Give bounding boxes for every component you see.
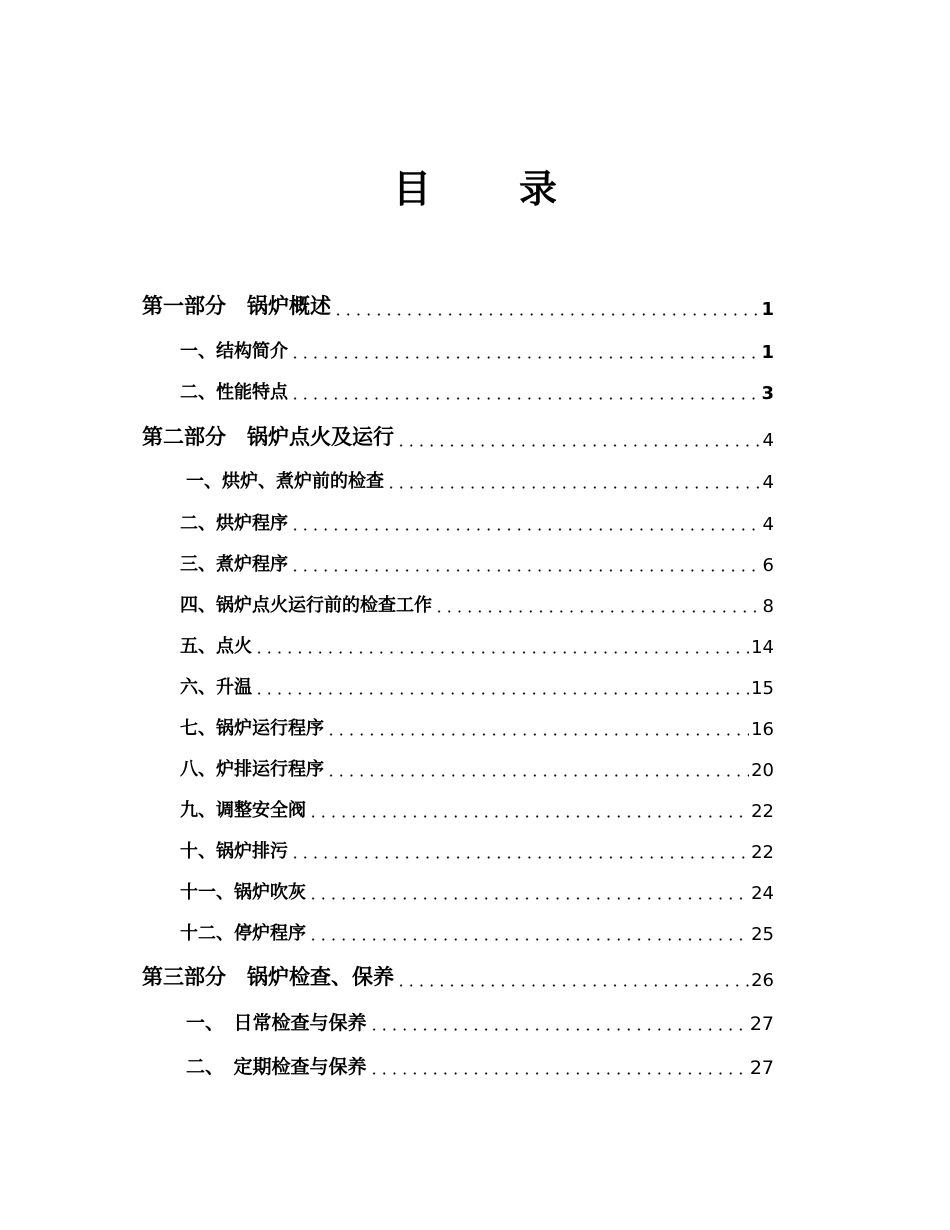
dot-leader — [434, 610, 761, 613]
dot-leader — [386, 486, 761, 489]
toc-page-number: 4 — [762, 472, 774, 493]
toc-label: 二、烘炉程序 — [180, 513, 288, 534]
toc-entry-2-11[interactable] — [180, 878, 774, 904]
toc-label: 六、升温 — [180, 677, 252, 698]
toc-label: 第三部分 锅炉检查、保养 — [142, 965, 394, 989]
toc-page-number: 4 — [762, 430, 774, 451]
toc-entry-2-3[interactable] — [180, 550, 774, 576]
dot-leader — [308, 897, 749, 900]
toc-page-number: 4 — [762, 514, 774, 535]
toc-entry-2-12[interactable] — [180, 919, 774, 945]
toc-page-number: 24 — [751, 883, 774, 904]
toc-entry-2-7[interactable] — [180, 714, 774, 740]
page-title — [0, 158, 950, 213]
dot-leader — [290, 397, 759, 400]
toc-entry-2-9[interactable] — [180, 796, 774, 822]
toc-entry-3-1[interactable] — [186, 1008, 774, 1035]
toc-entry-3-2[interactable] — [186, 1052, 774, 1079]
toc-entry-2-1[interactable] — [186, 467, 774, 493]
toc-label: 四、锅炉点火运行前的检查工作 — [180, 595, 432, 616]
toc-page-number: 8 — [762, 596, 774, 617]
toc-entry-2-10[interactable] — [180, 837, 774, 863]
toc-label: 七、锅炉运行程序 — [180, 718, 324, 739]
toc-label: 十一、锅炉吹灰 — [180, 882, 306, 903]
toc-page-number: 1 — [761, 342, 774, 363]
toc-entry-1-1[interactable] — [180, 337, 774, 363]
toc-label: 一、 日常检查与保养 — [186, 1012, 367, 1034]
toc-label: 三、煮炉程序 — [180, 554, 288, 575]
toc-label: 十、锅炉排污 — [180, 841, 288, 862]
dot-leader — [326, 774, 749, 777]
toc-page-number: 14 — [751, 637, 774, 658]
toc-entry-1-2[interactable] — [180, 378, 774, 404]
dot-leader — [254, 651, 749, 654]
toc-label: 第一部分 锅炉概述 — [142, 294, 331, 318]
toc-entry-part-1[interactable] — [142, 290, 774, 320]
toc-entry-2-2[interactable] — [180, 509, 774, 535]
toc-entry-2-4[interactable] — [180, 591, 774, 617]
dot-leader — [290, 856, 749, 859]
toc-page-number: 27 — [749, 1013, 774, 1035]
toc-label: 八、炉排运行程序 — [180, 759, 324, 780]
toc-page-number: 16 — [751, 719, 774, 740]
toc-entry-2-8[interactable] — [180, 755, 774, 781]
dot-leader — [290, 569, 761, 572]
toc-label: 一、结构简介 — [180, 341, 288, 362]
dot-leader — [326, 733, 749, 736]
toc-entry-part-2[interactable] — [142, 421, 774, 451]
toc-entry-2-5[interactable] — [180, 632, 774, 658]
toc-page-number: 15 — [751, 678, 774, 699]
toc-page-number: 26 — [751, 970, 774, 991]
title-char-1: 目 — [392, 166, 431, 211]
dot-leader — [396, 444, 761, 447]
toc-label: 第二部分 锅炉点火及运行 — [142, 425, 394, 449]
dot-leader — [308, 815, 749, 818]
toc-entry-part-3[interactable] — [142, 961, 774, 991]
toc-label: 十二、停炉程序 — [180, 923, 306, 944]
dot-leader — [333, 313, 759, 316]
toc-entry-2-6[interactable] — [180, 673, 774, 699]
dot-leader — [369, 1028, 748, 1031]
dot-leader — [254, 692, 749, 695]
toc-page-number: 25 — [751, 924, 774, 945]
dot-leader — [290, 356, 759, 359]
toc-page-number: 20 — [751, 760, 774, 781]
toc-label: 二、性能特点 — [180, 382, 288, 403]
toc-page-number: 1 — [761, 299, 774, 320]
dot-leader — [396, 984, 749, 987]
dot-leader — [290, 528, 761, 531]
toc-label: 五、点火 — [180, 636, 252, 657]
title-char-2: 录 — [519, 166, 558, 211]
toc-page-number: 3 — [761, 383, 774, 404]
dot-leader — [369, 1072, 748, 1075]
toc-page-number: 6 — [762, 555, 774, 576]
toc-label: 二、 定期检查与保养 — [186, 1056, 367, 1078]
toc-page-number: 22 — [751, 801, 774, 822]
toc-page-number: 27 — [749, 1057, 774, 1079]
dot-leader — [308, 938, 749, 941]
toc-page-number: 22 — [751, 842, 774, 863]
toc-label: 九、调整安全阀 — [180, 800, 306, 821]
toc-label: 一、烘炉、煮炉前的检查 — [186, 471, 384, 492]
